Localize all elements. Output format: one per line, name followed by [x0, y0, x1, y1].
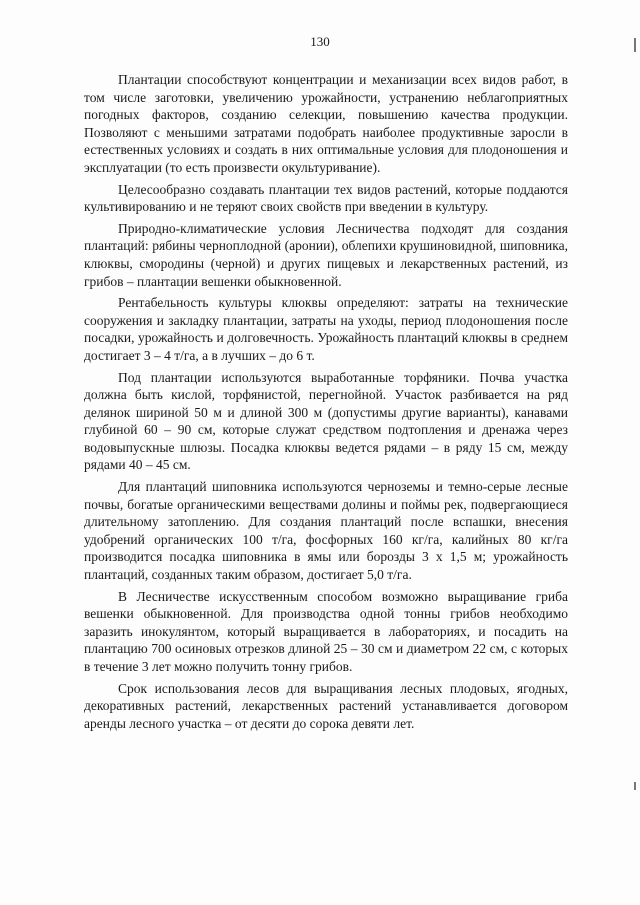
scan-edge-mark-top — [634, 38, 636, 52]
scan-edge-mark-bottom — [634, 782, 636, 790]
paragraph-oyster-mushroom: В Лесничестве искусственным способом возможно выращивание гриба вешенки обыкновенной. Для производства одной тонны грибов необходимо заразить инокулянтом, который выращивается в лабораториях, и посадить на плантацию 700 осиновых отрезков длиной 25 – 30 см и диаметром 22 см, с которых в течение 3 лет можно получить тонну грибов. — [84, 588, 568, 674]
paragraph-cranberry-profitability: Рентабельность культуры клюквы определяют: затраты на технические сооружения и закладку плантации, затраты на уходы, период плодоношения после посадки, урожайность и долговечность. Урожайность плантаций клюквы в среднем достигает 3 – 4 т/га, а в лучших – до 6 т. — [84, 295, 568, 363]
paragraph-plantation-expediency: Целесообразно создавать плантации тех видов растений, которые поддаются культивированию и не теряют своих свойств при введении в культуру. — [84, 181, 568, 215]
page-number: 130 — [310, 34, 330, 49]
paragraph-lease-term: Срок использования лесов для выращивания лесных плодовых, ягодных, декоративных растений, лекарственных растений устанавливается договором аренды лесного участка – от десяти до сорока девяти лет. — [84, 680, 568, 731]
paragraph-climate-conditions: Природно-климатические условия Лесничества подходят для создания плантаций: рябины черноплодной (аронии), облепихи крушиновидной, шиповника, клюквы, смородины (черной) и других пищевых и лекарственных растений, из грибов – плантации вешенки обыкновенной. — [84, 220, 568, 289]
paragraph-peatland-plantations: Под плантации используются выработанные торфяники. Почва участка должна быть кислой, торфянистой, перегнойной. Участок разбивается на ряд делянок шириной 50 м и длиной 300 м (допустимы другие варианты), канавами глубиной 60 – 90 см, которые служат средством подтопления и дренажа через водовыпускные шлюзы. Посадка клюквы ведется рядами – в ряду 15 см, между рядами 40 – 45 см. — [84, 369, 568, 473]
paragraph-rosehip-plantations: Для плантаций шиповника используются черноземы и темно-серые лесные почвы, богатые органическими веществами долины и поймы рек, подвергающиеся длительному затоплению. Для создания плантаций после вспашки, внесения удобрений органических 100 т/га, фосфорных 160 кг/га, калийных 80 кг/га производится посадка шиповника в ямы или борозды 3 х 1,5 м; урожайность плантаций, созданных таким образом, достигает 5,0 т/га. — [84, 479, 568, 583]
body-text — [84, 71, 568, 736]
paragraph-plantations-benefits: Плантации способствуют концентрации и механизации всех видов работ, в том числе заготовки, увеличению урожайности, устранению неблагоприятных погодных факторов, созданию селекции, повышению качества продукции. Позволяют с меньшими затратами подобрать наиболее продуктивные заросли в естественных условиях и создать в них оптимальные условия для плодоношения и эксплуатации (то есть произвести окультуривание). — [84, 72, 568, 175]
